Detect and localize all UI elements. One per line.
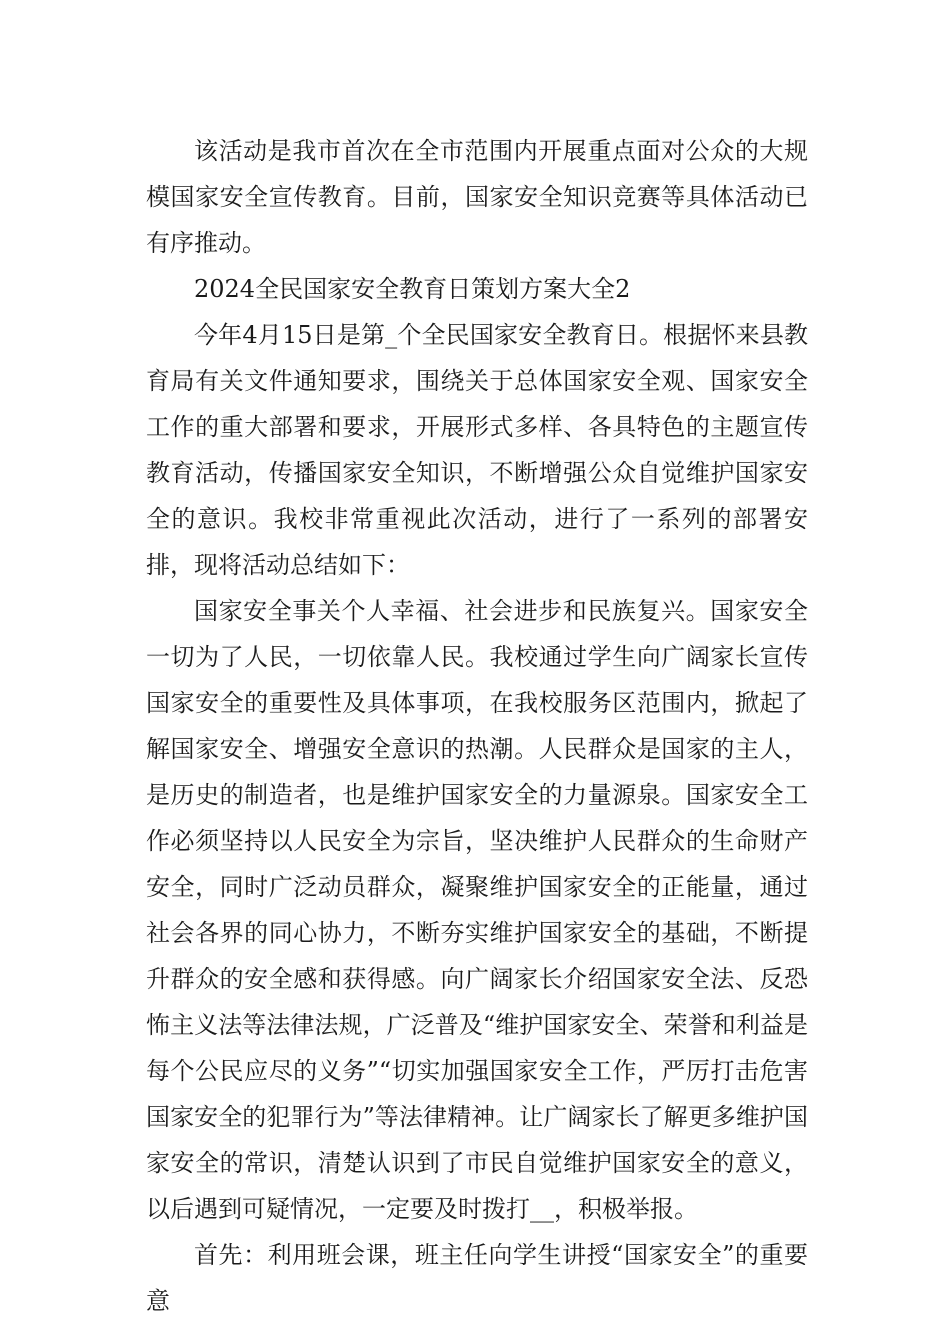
paragraph-education-day: 今年4月15日是第_个全民国家安全教育日。根据怀来县教育局有关文件通知要求，围绕关于总体国家安全观、国家安全工作的重大部署和要求，开展形式多样、各具特色的主题宣传教育活动，传播国家安全知识，不断增强公众自觉维护国家安全的意识。我校非常重视此次活动，进行了一系列的部署安排，现将活动总结如下： — [146, 321, 808, 579]
section-heading: 2024全民国家安全教育日策划方案大全2 — [194, 275, 631, 303]
paragraph-class-meeting: 首先：利用班会课，班主任向学生讲授“国家安全”的重要意 — [146, 1241, 808, 1315]
paragraph-national-security: 国家安全事关个人幸福、社会进步和民族复兴。国家安全一切为了人民，一切依靠人民。我校通过学生向广阔家长宣传国家安全的重要性及具体事项，在我校服务区范围内，掀起了解国家安全、增强安全意识的热潮。人民群众是国家的主人，是历史的制造者，也是维护国家安全的力量源泉。国家安全工作必须坚持以人民安全为宗旨，坚决维护人民群众的生命财产安全，同时广泛动员群众，凝聚维护国家安全的正能量，通过社会各界的同心协力，不断夯实维护国家安全的基础，不断提升群众的安全感和获得感。向广阔家长介绍国家安全法、反恐怖主义法等法律法规，广泛普及“维护国家安全、荣誉和利益是每个公民应尽的义务”“切实加强国家安全工作，严厉打击危害国家安全的犯罪行为”等法律精神。让广阔家长了解更多维护国家安全的常识，清楚认识到了市民自觉维护国家安全的意义，以后遇到可疑情况，一定要及时拨打__，积极举报。 — [146, 597, 808, 1223]
document-body — [146, 128, 808, 1324]
paragraph-activity-intro: 该活动是我市首次在全市范围内开展重点面对公众的大规模国家安全宣传教育。目前，国家安全知识竞赛等具体活动已有序推动。 — [146, 137, 808, 257]
